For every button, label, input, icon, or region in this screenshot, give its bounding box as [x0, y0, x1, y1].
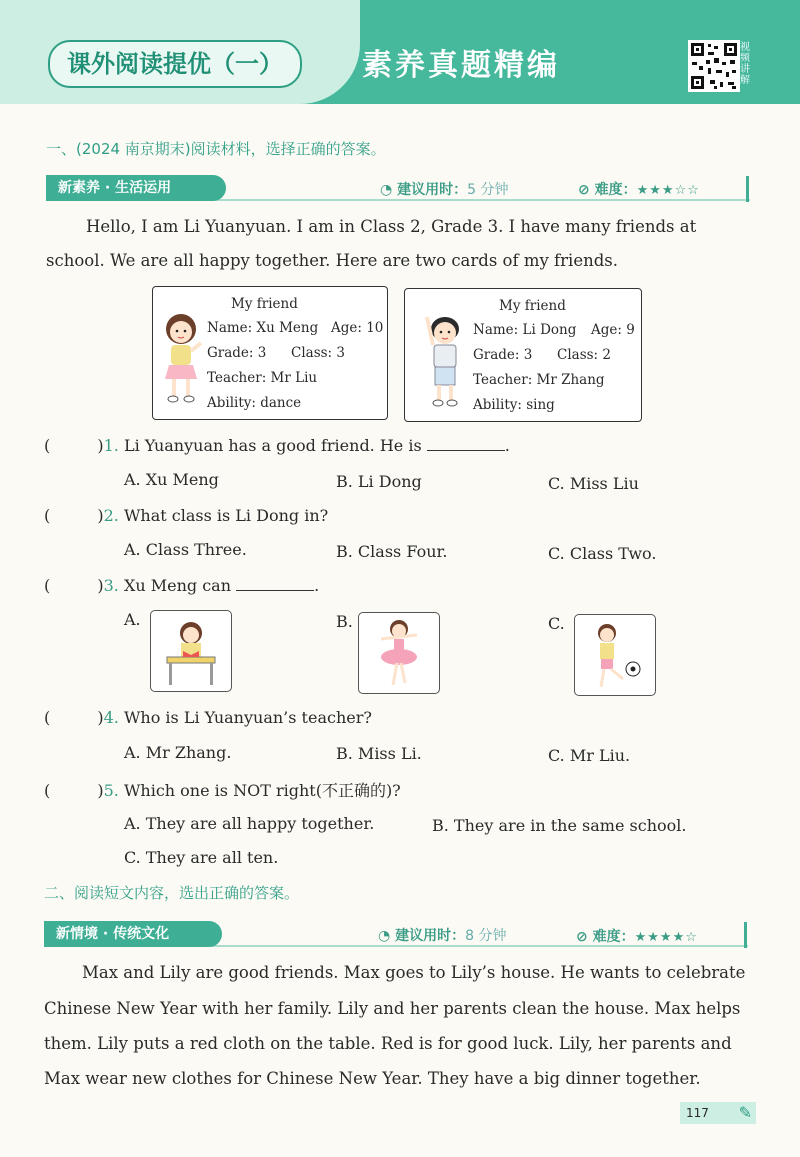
option-c[interactable]: C. Mr Liu. — [548, 746, 631, 765]
passage-line-4: Max wear new clothes for Chinese New Year. They have a big dinner together. — [44, 1069, 701, 1088]
option-b[interactable]: B. They are in the same school. — [432, 816, 687, 835]
question-text: Which one is NOT right(不正确的)? — [123, 781, 401, 800]
question-text: Li Yuanyuan has a good friend. He is — [123, 436, 422, 455]
card-ability: Ability: sing — [473, 397, 555, 413]
option-c-football-picture[interactable] — [574, 614, 656, 696]
answer-blank[interactable] — [236, 576, 314, 591]
passage-line-1: Max and Lily are good friends. Max goes to Lily’s house. He wants to celebrate — [82, 963, 746, 982]
girl-football-icon — [575, 615, 655, 695]
option-c[interactable]: C. They are all ten. — [124, 848, 279, 867]
card-class: Class: 3 — [291, 345, 345, 361]
friend-card-xu-meng — [152, 286, 388, 420]
section1-difficulty-stars: ★★★☆☆ — [636, 183, 700, 198]
option-a[interactable]: A. Xu Meng — [124, 470, 219, 489]
clock-icon: ◔ — [378, 928, 391, 944]
passage-line-2: Chinese New Year with her family. Lily and her parents clean the house. Max helps — [44, 999, 741, 1018]
option-c[interactable]: C. Class Two. — [548, 544, 657, 563]
pencil-icon: ✎ — [738, 1103, 752, 1122]
option-a[interactable]: A. Class Three. — [124, 540, 247, 559]
girl-reading-icon — [151, 611, 231, 691]
page-number-text: 117 — [686, 1106, 709, 1120]
section1-difficulty — [578, 179, 700, 199]
section1-time-value: 5 分钟 — [467, 182, 509, 198]
section1-intro-line2: school. We are all happy together. Here are two cards of my friends. — [46, 251, 618, 270]
question-2 — [44, 506, 744, 525]
section1-time-label: 建议用时： — [397, 182, 468, 198]
card-title: My friend — [231, 296, 298, 312]
option-a-reading-picture[interactable] — [150, 610, 232, 692]
section2-tag: 新情境 · 传统文化 — [44, 921, 222, 947]
question-5 — [44, 778, 744, 801]
section2-heading: 二、阅读短文内容，选出正确的答案。 — [44, 884, 300, 902]
question-1 — [44, 436, 744, 455]
card-teacher: Teacher: Mr Zhang — [473, 372, 605, 388]
qr-code[interactable] — [688, 40, 740, 92]
answer-paren-open[interactable]: ( — [44, 708, 51, 727]
section2-time — [378, 925, 506, 945]
girl-dancing-icon — [359, 613, 439, 693]
answer-paren-open[interactable]: ( — [44, 506, 51, 525]
option-b[interactable]: B. Miss Li. — [336, 744, 422, 763]
option-a[interactable]: A. They are all happy together. — [124, 814, 375, 833]
question-text: Who is Li Yuanyuan’s teacher? — [123, 708, 372, 727]
section1-accent-bar — [746, 176, 749, 202]
question-number: 3. — [103, 576, 119, 595]
section1-time — [380, 179, 508, 199]
answer-paren-close: ) — [97, 576, 104, 595]
answer-blank[interactable] — [427, 436, 505, 451]
question-tail: . — [504, 436, 510, 455]
header-left-title: 课外阅读提优（一） — [48, 40, 302, 88]
card-ability: Ability: dance — [207, 395, 302, 411]
section2-accent-bar — [744, 922, 747, 948]
friend-card-li-dong — [404, 288, 642, 422]
section2-difficulty-label: 难度： — [592, 929, 635, 945]
option-b[interactable]: B. Class Four. — [336, 542, 448, 561]
card-grade: Grade: 3 — [473, 347, 533, 363]
card-name: Name: Xu Meng — [207, 320, 319, 336]
header-right-title: 素养真题精编 — [362, 48, 560, 83]
section2-difficulty — [576, 926, 698, 946]
option-a[interactable]: A. Mr Zhang. — [124, 743, 232, 762]
answer-paren-open[interactable]: ( — [44, 781, 51, 800]
passage-line-3: them. Lily puts a red cloth on the table. Red is for good luck. Lily, her parents and — [44, 1034, 732, 1053]
question-number: 1. — [103, 436, 119, 455]
card-teacher: Teacher: Mr Liu — [207, 370, 318, 386]
option-c[interactable]: C. Miss Liu — [548, 474, 639, 493]
option-b[interactable]: B. — [336, 612, 353, 631]
page-number — [680, 1102, 756, 1124]
section2-time-label: 建议用时： — [395, 928, 466, 944]
question-number: 5. — [103, 781, 119, 800]
option-b[interactable]: B. Li Dong — [336, 472, 422, 491]
option-a[interactable]: A. — [124, 610, 141, 629]
card-title: My friend — [499, 298, 566, 314]
girl-illustration-icon — [159, 309, 205, 405]
question-number: 2. — [103, 506, 119, 525]
section1-intro-line1: Hello, I am Li Yuanyuan. I am in Class 2, Grade 3. I have many friends at — [86, 217, 697, 236]
answer-paren-open[interactable]: ( — [44, 436, 51, 455]
section1-heading: 一、(2024 南京期末)阅读材料，选择正确的答案。 — [46, 140, 386, 158]
answer-paren-open[interactable]: ( — [44, 576, 51, 595]
question-tail: . — [314, 576, 320, 595]
boy-illustration-icon — [419, 311, 469, 411]
option-c[interactable]: C. — [548, 614, 565, 633]
section1-tag: 新素养 · 生活运用 — [46, 175, 226, 201]
question-4 — [44, 708, 744, 727]
card-name: Name: Li Dong — [473, 322, 577, 338]
check-circle-icon: ⊘ — [578, 182, 590, 198]
qr-side-label: 视频讲解 — [740, 42, 750, 86]
section2-time-value: 8 分钟 — [465, 928, 507, 944]
answer-paren-close: ) — [97, 781, 104, 800]
question-text: What class is Li Dong in? — [123, 506, 329, 525]
answer-paren-close: ) — [97, 506, 104, 525]
clock-icon: ◔ — [380, 182, 393, 198]
card-age: Age: 10 — [331, 320, 384, 336]
option-b-dance-picture[interactable] — [358, 612, 440, 694]
answer-paren-close: ) — [97, 436, 104, 455]
answer-paren-close: ) — [97, 708, 104, 727]
question-text: Xu Meng can — [123, 576, 232, 595]
card-age: Age: 9 — [591, 322, 635, 338]
question-3 — [44, 576, 744, 595]
card-grade: Grade: 3 — [207, 345, 267, 361]
question-number: 4. — [103, 708, 119, 727]
card-class: Class: 2 — [557, 347, 611, 363]
section2-difficulty-stars: ★★★★☆ — [634, 930, 698, 945]
check-circle-icon: ⊘ — [576, 929, 588, 945]
section1-difficulty-label: 难度： — [594, 182, 637, 198]
